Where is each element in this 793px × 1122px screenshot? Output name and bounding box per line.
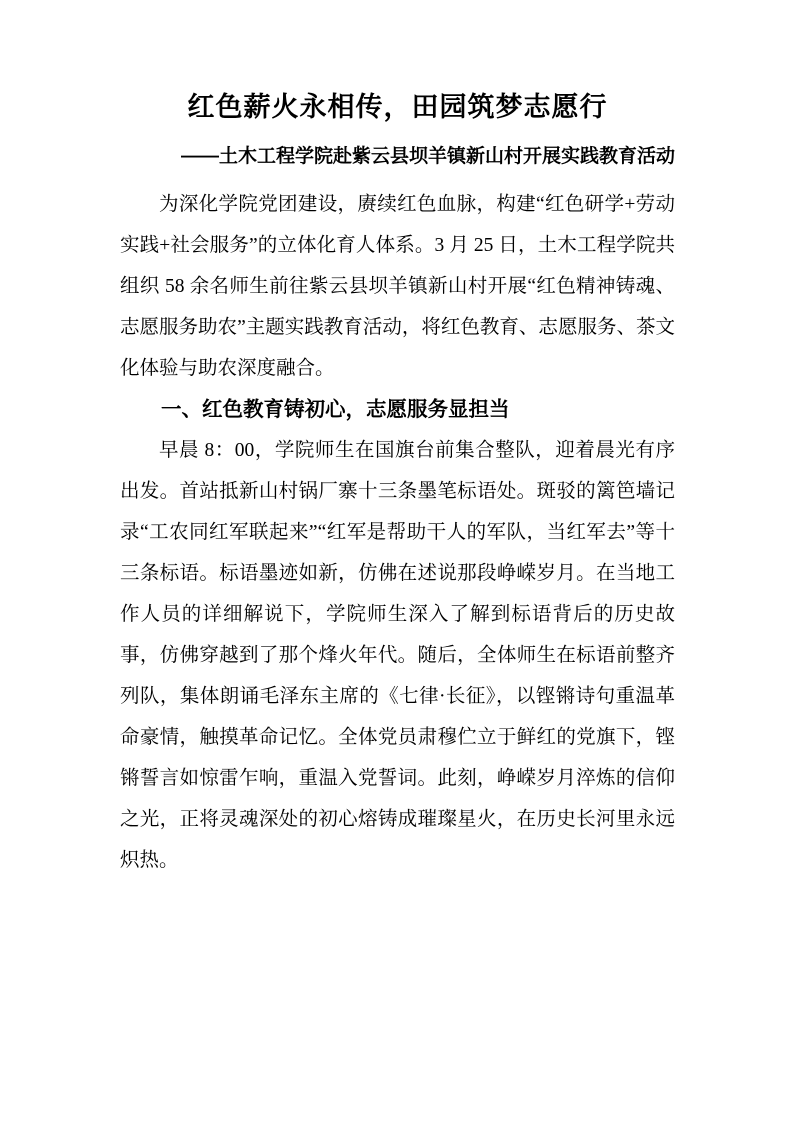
document-body — [120, 184, 675, 881]
intro-paragraph: 为深化学院党团建设，赓续红色血脉，构建“红色研学+劳动实践+社会服务”的立体化育人体系。3 月 25 日，土木工程学院共组织 58 余名师生前往紫云县坝羊镇新山村开展“红色精神铸魂、志愿服务助农”主题实践教育活动，将红色教育、志愿服务、茶文化体验与助农深度融合。 — [120, 194, 675, 379]
document-subtitle: ——土木工程学院赴紫云县坝羊镇新山村开展实践教育活动 — [180, 146, 675, 167]
section-1-paragraph: 早晨 8：00，学院师生在国旗台前集合整队，迎着晨光有序出发。首站抵新山村锅厂寨十三条墨笔标语处。斑驳的篱笆墙记录“工农同红军联起来”“红军是帮助干人的军队，当红军去”等十三条标语。标语墨迹如新，仿佛在述说那段峥嵘岁月。在当地工作人员的详细解说下，学院师生深入了解到标语背后的历史故事，仿佛穿越到了那个烽火年代。随后，全体师生在标语前整齐列队，集体朗诵毛泽东主席的《七律·长征》，以铿锵诗句重温革命豪情，触摸革命记忆。全体党员肃穆伫立于鲜红的党旗下，铿锵誓言如惊雷乍响，重温入党誓词。此刻，峥嵘岁月淬炼的信仰之光，正将灵魂深处的初心熔铸成璀璨星火，在历史长河里永远炽热。 — [120, 440, 675, 871]
section-heading-1: 一、红色教育铸初心，志愿服务显担当 — [161, 398, 510, 421]
document-title: 红色薪火永相传，田园筑梦志愿行 — [187, 92, 608, 122]
